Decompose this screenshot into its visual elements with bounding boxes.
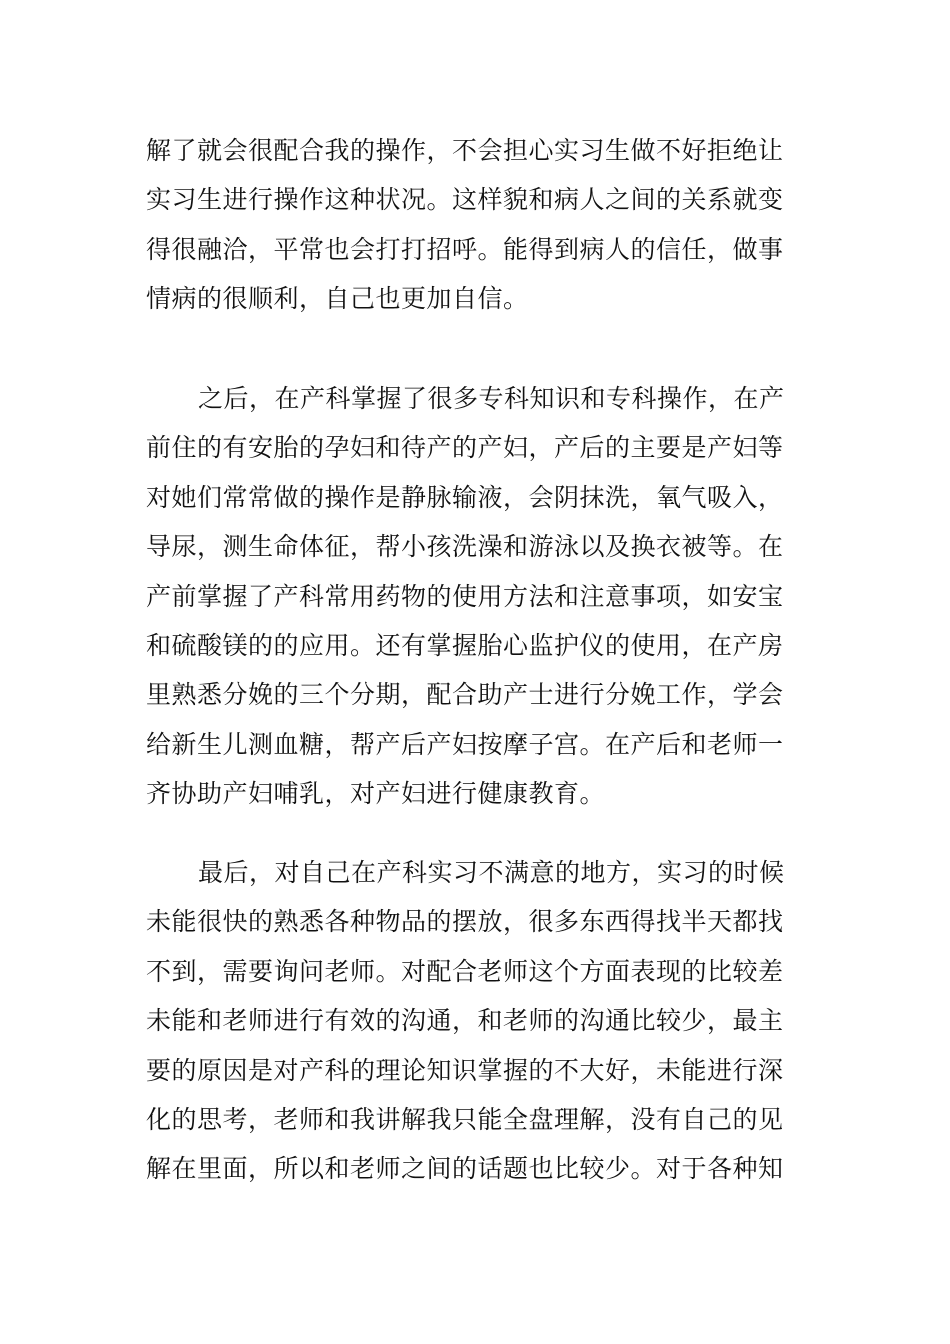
- paragraph-line: 实习生进行操作这种状况。这样貌和病人之间的关系就变: [146, 185, 784, 215]
- paragraph-line: 未能和老师进行有效的沟通，和老师的沟通比较少，最主: [146, 1006, 784, 1036]
- paragraph-line: 前住的有安胎的孕妇和待产的产妇，产后的主要是产妇等: [146, 433, 784, 463]
- paragraph-line: 情病的很顺利，自己也更加自信。: [146, 284, 529, 314]
- paragraph-line: 之后，在产科掌握了很多专科知识和专科操作，在产: [198, 384, 785, 413]
- paragraph-line: 化的思考，老师和我讲解我只能全盘理解，没有自己的见: [146, 1104, 784, 1134]
- paragraph-line: 里熟悉分娩的三个分期，配合助产士进行分娩工作，学会: [146, 680, 784, 710]
- paragraph-line: 得很融洽，平常也会打打招呼。能得到病人的信任，做事: [146, 234, 784, 264]
- paragraph-line: 未能很快的熟悉各种物品的摆放，很多东西得找半天都找: [146, 907, 784, 937]
- paragraph-line: 不到，需要询问老师。对配合老师这个方面表现的比较差: [146, 956, 784, 986]
- paragraph-line: 解了就会很配合我的操作，不会担心实习生做不好拒绝让: [146, 136, 784, 165]
- paragraph-line: 解在里面，所以和老师之间的话题也比较少。对于各种知: [146, 1154, 784, 1184]
- paragraph-line: 最后，对自己在产科实习不满意的地方，实习的时候: [198, 858, 785, 887]
- paragraph-3: [146, 848, 810, 1194]
- paragraph-line: 给新生儿测血糖，帮产后产妇按摩子宫。在产后和老师一: [146, 729, 784, 759]
- paragraph-1: [146, 126, 810, 324]
- paragraph-2: [146, 374, 810, 819]
- paragraph-line: 对她们常常做的操作是静脉输液，会阴抹洗，氧气吸入，: [146, 482, 784, 512]
- paragraph-line: 和硫酸镁的的应用。还有掌握胎心监护仪的使用，在产房: [146, 630, 784, 660]
- paragraph-line: 产前掌握了产科常用药物的使用方法和注意事项，如安宝: [146, 581, 784, 611]
- paragraph-line: 齐协助产妇哺乳，对产妇进行健康教育。: [146, 779, 606, 809]
- paragraph-line: 要的原因是对产科的理论知识掌握的不大好，未能进行深: [146, 1055, 784, 1085]
- paragraph-line: 导尿，测生命体征，帮小孩洗澡和游泳以及换衣被等。在: [146, 532, 784, 562]
